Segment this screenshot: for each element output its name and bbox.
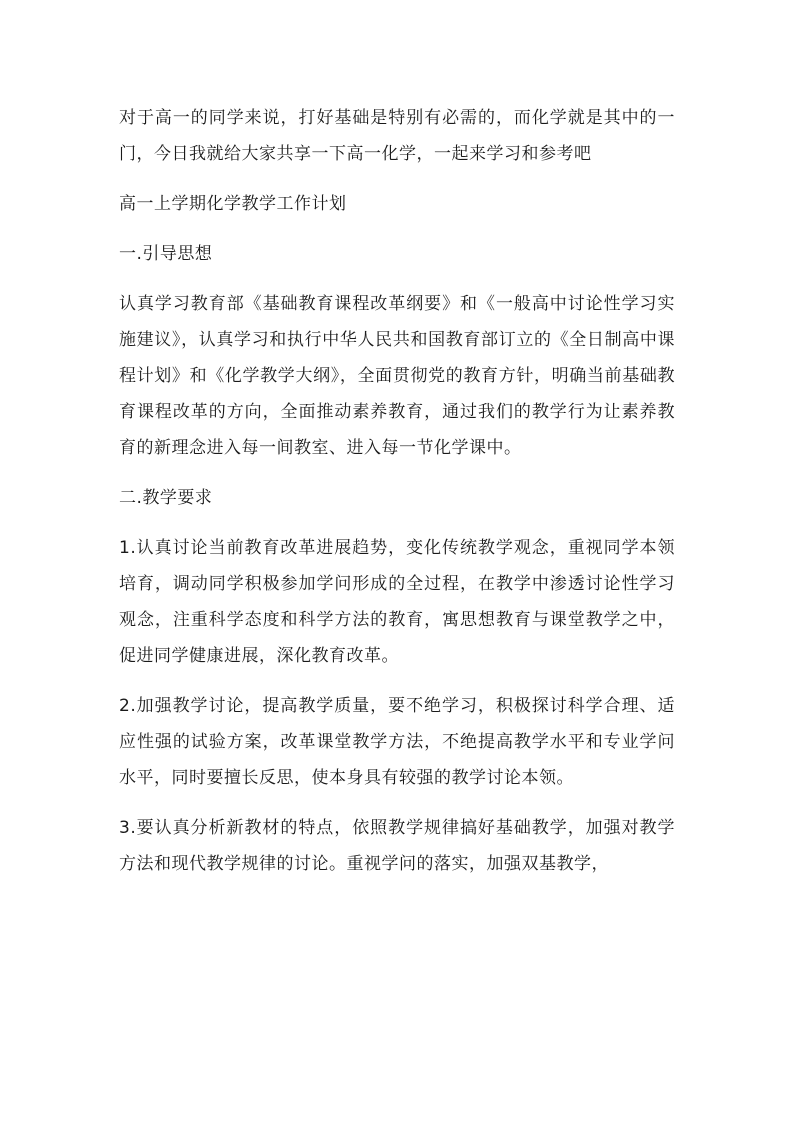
section-heading-teaching-requirements: 二.教学要求 [119, 488, 213, 508]
requirement-item-2: 2.加强教学讨论，提高教学质量，要不绝学习，积极探讨科学合理、适应性强的试验方案，改革课堂教学方法，不绝提高教学水平和专业学问水平，同时要擅长反思，使本身具有较强的教学讨论本领。 [119, 696, 675, 788]
document-title: 高一上学期化学教学工作计划 [119, 194, 347, 214]
intro-paragraph: 对于高一的同学来说，打好基础是特别有必需的，而化学就是其中的一门，今日我就给大家共享一下高一化学，一起来学习和参考吧 [119, 108, 675, 164]
requirement-item-1: 1.认真讨论当前教育改革进展趋势，变化传统教学观念，重视同学本领培育，调动同学积极参加学问形成的全过程，在教学中渗透讨论性学习观念，注重科学态度和科学方法的教育，寓思想教育与课堂教学之中，促进同学健康进展，深化教育改革。 [119, 538, 675, 666]
document-body [119, 100, 675, 896]
requirement-item-3: 3.要认真分析新教材的特点，依照教学规律搞好基础教学，加强对教学方法和现代教学规律的讨论。重视学问的落实，加强双基教学， [119, 818, 675, 874]
section-heading-guiding-thought: 一.引导思想 [119, 244, 213, 264]
guiding-thought-paragraph: 认真学习教育部《基础教育课程改革纲要》和《一般高中讨论性学习实施建议》，认真学习和执行中华人民共和国教育部订立的《全日制高中课程计划》和《化学教学大纲》，全面贯彻党的教育方针，明确当前基础教育课程改革的方向，全面推动素养教育，通过我们的教学行为让素养教育的新理念进入每一间教室、进入每一节化学课中。 [119, 294, 675, 458]
